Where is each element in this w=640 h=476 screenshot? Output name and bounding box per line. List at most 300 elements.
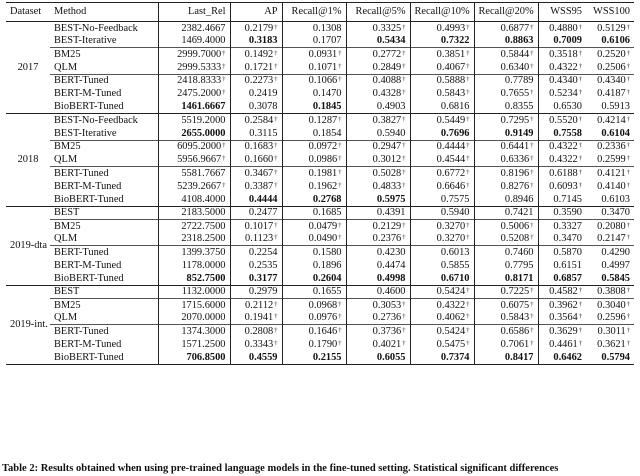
metric-cell: [158, 87, 230, 100]
method-name: BERT-M-Tuned: [54, 180, 122, 192]
significance-mark: †: [402, 76, 406, 84]
metric-value: 0.6013: [440, 246, 470, 258]
metric-value: 0.4322: [436, 299, 466, 311]
metric-cell: [474, 246, 538, 259]
metric-value: 0.4903: [376, 101, 406, 113]
significance-mark: †: [530, 50, 534, 58]
metric-cell: [410, 246, 474, 259]
metric-cell: [282, 140, 346, 153]
significance-mark: †: [530, 89, 534, 97]
metric-value: 0.6104: [601, 127, 630, 139]
method-name: BM25: [50, 298, 158, 311]
method-name: BM25: [50, 219, 158, 232]
significance-mark: †: [466, 50, 470, 58]
metric-cell: [410, 272, 474, 285]
metric-cell: [230, 22, 282, 35]
metric-value: 0.0479: [308, 220, 338, 232]
metric-cell: [230, 127, 282, 140]
metric-cell: [474, 285, 538, 298]
metric-cell: [282, 153, 346, 166]
metric-cell: [474, 101, 538, 114]
metric-value: 0.3078: [248, 101, 278, 113]
metric-cell: [538, 48, 586, 61]
metric-value: 0.6093: [549, 180, 578, 192]
metric-cell: [230, 101, 282, 114]
metric-value: 0.3325: [372, 22, 402, 34]
metric-cell: [410, 140, 474, 153]
metric-cell: [474, 127, 538, 140]
metric-value: 0.3270: [436, 233, 466, 245]
metric-cell: [538, 74, 586, 87]
metric-value: 0.6441: [500, 141, 530, 153]
significance-mark: †: [530, 181, 534, 189]
metric-value: 0.6103: [601, 193, 630, 205]
metric-cell: [586, 87, 634, 100]
metric-value: 0.2535: [248, 259, 278, 271]
metric-value: 0.5844: [500, 49, 530, 61]
metric-value: 0.2604: [312, 272, 342, 284]
metric-value: 0.1646: [308, 326, 338, 338]
metric-value: 1715.6000: [181, 299, 226, 311]
header-wss100: WSS100: [586, 3, 634, 22]
metric-cell: [538, 101, 586, 114]
method-name: QLM: [54, 233, 78, 245]
metric-value: 0.1962: [308, 180, 338, 192]
metric-value: 0.6336: [500, 154, 530, 166]
metric-cell: [158, 180, 230, 193]
significance-mark: †: [626, 155, 630, 163]
metric-value: 0.2147: [597, 233, 626, 245]
significance-mark: †: [530, 116, 534, 124]
metric-value: 0.2736: [372, 312, 402, 324]
significance-mark: †: [274, 327, 278, 335]
metric-value: 0.7789: [504, 75, 534, 87]
significance-mark: †: [338, 50, 342, 58]
metric-cell: [410, 312, 474, 325]
metric-value: 0.2849: [372, 61, 402, 73]
significance-mark: †: [338, 339, 342, 347]
metric-cell: [410, 219, 474, 232]
metric-cell: [230, 140, 282, 153]
metric-value: 0.4021: [372, 338, 402, 350]
metric-cell: [282, 22, 346, 35]
metric-cell: [538, 193, 586, 206]
metric-value: 0.8171: [504, 272, 534, 284]
metric-cell: [538, 180, 586, 193]
metric-value: 2070.0000: [181, 312, 226, 324]
significance-mark: †: [466, 155, 470, 163]
metric-value: 0.5424: [436, 326, 466, 338]
metric-cell: [282, 48, 346, 61]
metric-cell: [474, 74, 538, 87]
metric-cell: [538, 298, 586, 311]
metric-cell: [230, 193, 282, 206]
metric-value: 0.7225: [500, 286, 530, 298]
metric-cell: [538, 325, 586, 338]
metric-cell: [158, 167, 230, 180]
metric-cell: [410, 35, 474, 48]
metric-value: 0.3564: [549, 312, 578, 324]
metric-cell: [474, 153, 538, 166]
metric-value: 0.5234: [549, 88, 578, 100]
metric-cell: [410, 22, 474, 35]
metric-value: 0.4833: [372, 180, 402, 192]
metric-cell: [158, 272, 230, 285]
metric-cell: [474, 193, 538, 206]
significance-mark: †: [466, 142, 470, 150]
method-name: BERT-Tuned: [50, 325, 158, 338]
metric-value: 5956.9667: [177, 154, 222, 166]
metric-value: 0.5870: [553, 246, 582, 258]
metric-value: 0.3011: [597, 326, 626, 338]
metric-cell: [586, 180, 634, 193]
metric-value: 0.1721: [244, 61, 274, 73]
metric-value: 0.6106: [601, 35, 630, 47]
metric-cell: [346, 351, 410, 364]
metric-value: 0.4067: [436, 61, 466, 73]
metric-value: 0.5208: [500, 233, 530, 245]
metric-value: 0.4322: [549, 141, 578, 153]
metric-cell: [586, 101, 634, 114]
metric-cell: [158, 259, 230, 272]
metric-cell: [282, 127, 346, 140]
metric-value: 0.0986: [308, 154, 338, 166]
metric-value: 852.7500: [186, 272, 226, 284]
metric-cell: [586, 351, 634, 364]
metric-cell: [410, 87, 474, 100]
metric-cell: [538, 312, 586, 325]
metric-value: 0.3962: [549, 299, 578, 311]
significance-mark: †: [530, 168, 534, 176]
metric-cell: [230, 298, 282, 311]
significance-mark: †: [338, 221, 342, 229]
metric-cell: [586, 338, 634, 351]
header-dataset: Dataset: [6, 3, 50, 22]
significance-mark: †: [578, 327, 582, 335]
dataset-label: 2018: [6, 114, 50, 206]
metric-cell: [538, 114, 586, 127]
metric-value: 0.4444: [436, 141, 466, 153]
method-name: BEST-Iterative: [54, 35, 117, 47]
metric-value: 0.0972: [308, 141, 338, 153]
significance-mark: †: [530, 300, 534, 308]
metric-value: 0.8417: [504, 351, 534, 363]
metric-cell: [586, 153, 634, 166]
significance-mark: †: [338, 168, 342, 176]
metric-cell: [474, 35, 538, 48]
metric-value: 0.6530: [553, 101, 582, 113]
metric-cell: [346, 233, 410, 246]
significance-mark: †: [626, 23, 630, 31]
metric-value: 0.4444: [248, 193, 278, 205]
metric-value: 0.4322: [549, 61, 578, 73]
metric-value: 2999.7000: [177, 49, 222, 61]
metric-cell: [346, 272, 410, 285]
significance-mark: †: [274, 221, 278, 229]
metric-value: 0.1287: [308, 115, 338, 127]
metric-cell: [158, 206, 230, 219]
method-name: BM25: [50, 48, 158, 61]
metric-cell: [586, 193, 634, 206]
metric-value: 0.7795: [504, 259, 534, 271]
metric-value: 0.5424: [436, 286, 466, 298]
metric-cell: [158, 74, 230, 87]
significance-mark: †: [402, 50, 406, 58]
metric-cell: [474, 259, 538, 272]
metric-cell: [158, 233, 230, 246]
table-row: [6, 153, 634, 166]
metric-cell: [586, 285, 634, 298]
metric-value: 0.8946: [504, 193, 534, 205]
metric-value: 0.1941: [244, 312, 274, 324]
table-row: [6, 193, 634, 206]
table-row: [6, 74, 634, 87]
metric-value: 0.6877: [500, 22, 530, 34]
significance-mark: †: [578, 89, 582, 97]
metric-value: 0.6772: [436, 167, 466, 179]
table-row: [6, 233, 634, 246]
significance-mark: †: [578, 50, 582, 58]
significance-mark: †: [626, 313, 630, 321]
method-name: BEST-No-Feedback: [50, 114, 158, 127]
significance-mark: †: [402, 116, 406, 124]
metric-cell: [230, 325, 282, 338]
metric-cell: [410, 61, 474, 74]
metric-value: 0.8355: [504, 101, 534, 113]
metric-cell: [586, 74, 634, 87]
metric-cell: [282, 206, 346, 219]
metric-value: 0.3621: [597, 338, 626, 350]
metric-value: 0.4140: [597, 180, 626, 192]
metric-cell: [346, 87, 410, 100]
metric-cell: [410, 351, 474, 364]
metric-cell: [346, 153, 410, 166]
metric-cell: [282, 233, 346, 246]
significance-mark: †: [530, 234, 534, 242]
metric-cell: [346, 74, 410, 87]
metric-cell: [282, 285, 346, 298]
significance-mark: †: [338, 327, 342, 335]
significance-mark: †: [274, 62, 278, 70]
significance-mark: †: [466, 234, 470, 242]
metric-cell: [230, 219, 282, 232]
metric-value: 0.3851: [436, 49, 466, 61]
method-name: BioBERT-Tuned: [54, 272, 124, 284]
significance-mark: †: [402, 142, 406, 150]
metric-value: 0.4880: [549, 22, 578, 34]
metric-value: 0.2179: [244, 22, 274, 34]
metric-value: 0.5520: [549, 115, 578, 127]
metric-cell: [410, 180, 474, 193]
metric-cell: [586, 233, 634, 246]
significance-mark: †: [402, 327, 406, 335]
significance-mark: †: [530, 339, 534, 347]
significance-mark: †: [402, 168, 406, 176]
metric-cell: [282, 338, 346, 351]
significance-mark: †: [274, 155, 278, 163]
metric-value: 0.5129: [597, 22, 626, 34]
metric-cell: [230, 35, 282, 48]
metric-cell: [282, 272, 346, 285]
table-row: [6, 87, 634, 100]
metric-value: 0.5940: [440, 207, 470, 219]
metric-cell: [586, 114, 634, 127]
metric-value: 0.8196: [500, 167, 530, 179]
metric-cell: [538, 153, 586, 166]
metric-value: 0.9149: [504, 127, 534, 139]
metric-value: 0.2584: [244, 115, 274, 127]
header-recall-1: Recall@1%: [282, 3, 346, 22]
method-name: BM25: [50, 140, 158, 153]
metric-cell: [346, 312, 410, 325]
table-row: [6, 285, 634, 298]
significance-mark: †: [402, 300, 406, 308]
significance-mark: †: [222, 142, 226, 150]
metric-cell: [538, 219, 586, 232]
metric-value: 0.2506: [597, 61, 626, 73]
metric-value: 0.1845: [312, 101, 342, 113]
metric-value: 0.3040: [597, 299, 626, 311]
results-table: [6, 2, 634, 365]
metric-cell: [282, 167, 346, 180]
metric-cell: [158, 140, 230, 153]
metric-value: 0.7295: [500, 115, 530, 127]
metric-value: 0.5006: [500, 220, 530, 232]
metric-cell: [346, 338, 410, 351]
metric-value: 2418.8333: [177, 75, 222, 87]
table-row: [6, 298, 634, 311]
metric-cell: [410, 167, 474, 180]
metric-value: 0.0976: [308, 312, 338, 324]
metric-cell: [586, 35, 634, 48]
metric-cell: [474, 61, 538, 74]
metric-value: 0.3012: [372, 154, 402, 166]
table-row: [6, 22, 634, 35]
metric-value: 0.2477: [248, 207, 278, 219]
table-row: [6, 272, 634, 285]
metric-value: 0.3590: [553, 207, 582, 219]
significance-mark: †: [338, 300, 342, 308]
metric-value: 5239.2667: [177, 180, 222, 192]
metric-cell: [230, 74, 282, 87]
metric-value: 0.2947: [372, 141, 402, 153]
metric-value: 2382.4667: [181, 22, 226, 34]
metric-cell: [538, 35, 586, 48]
metric-value: 0.8863: [504, 35, 534, 47]
metric-cell: [474, 298, 538, 311]
metric-cell: [158, 48, 230, 61]
metric-value: 0.5794: [601, 351, 630, 363]
metric-cell: [410, 127, 474, 140]
significance-mark: †: [402, 221, 406, 229]
metric-cell: [410, 101, 474, 114]
metric-value: 0.1683: [244, 141, 274, 153]
metric-cell: [346, 127, 410, 140]
metric-value: 0.7575: [440, 193, 470, 205]
significance-mark: †: [466, 62, 470, 70]
metric-value: 0.1066: [308, 75, 338, 87]
significance-mark: †: [274, 313, 278, 321]
metric-cell: [346, 193, 410, 206]
significance-mark: †: [222, 155, 226, 163]
metric-cell: [474, 114, 538, 127]
metric-cell: [474, 233, 538, 246]
metric-value: 0.4088: [372, 75, 402, 87]
metric-value: 0.7009: [553, 35, 582, 47]
significance-mark: †: [466, 168, 470, 176]
metric-value: 2318.2500: [181, 233, 226, 245]
metric-value: 0.5843: [436, 88, 466, 100]
metric-value: 0.5475: [436, 338, 466, 350]
metric-value: 0.4474: [376, 259, 406, 271]
metric-value: 1571.2500: [181, 338, 226, 350]
metric-cell: [586, 22, 634, 35]
metric-cell: [586, 206, 634, 219]
metric-value: 0.6151: [553, 259, 582, 271]
header-recall-5: Recall@5%: [346, 3, 410, 22]
metric-cell: [230, 351, 282, 364]
metric-cell: [586, 219, 634, 232]
metric-value: 0.1308: [312, 22, 342, 34]
metric-value: 0.7421: [504, 207, 534, 219]
metric-value: 0.6586: [500, 326, 530, 338]
significance-mark: †: [402, 313, 406, 321]
table-row: [6, 312, 634, 325]
metric-value: 0.3470: [601, 207, 630, 219]
significance-mark: †: [274, 116, 278, 124]
header-recall-10: Recall@10%: [410, 3, 474, 22]
metric-cell: [230, 61, 282, 74]
metric-value: 5581.7667: [181, 167, 226, 179]
metric-cell: [410, 114, 474, 127]
metric-cell: [586, 246, 634, 259]
metric-cell: [346, 259, 410, 272]
header-method: Method: [50, 3, 158, 22]
metric-value: 0.4214: [597, 115, 626, 127]
method-name: BERT-Tuned: [50, 167, 158, 180]
metric-cell: [282, 312, 346, 325]
metric-value: 0.4391: [376, 207, 406, 219]
method-name: QLM: [54, 154, 78, 166]
metric-cell: [158, 114, 230, 127]
table-row: [6, 219, 634, 232]
metric-cell: [230, 259, 282, 272]
metric-value: 1132.0000: [181, 286, 226, 298]
significance-mark: †: [466, 23, 470, 31]
method-name: BioBERT-Tuned: [54, 193, 124, 205]
significance-mark: †: [530, 313, 534, 321]
metric-value: 0.1470: [312, 88, 342, 100]
metric-value: 0.5913: [601, 101, 630, 113]
significance-mark: †: [578, 181, 582, 189]
metric-cell: [230, 87, 282, 100]
metric-value: 0.4230: [376, 246, 406, 258]
dataset-label: 2019-dta: [6, 206, 50, 285]
significance-mark: †: [530, 287, 534, 295]
metric-cell: [158, 35, 230, 48]
metric-cell: [410, 233, 474, 246]
metric-cell: [346, 35, 410, 48]
table-row: [6, 246, 634, 259]
significance-mark: †: [466, 76, 470, 84]
metric-value: 0.4997: [601, 259, 630, 271]
metric-value: 0.4544: [436, 154, 466, 166]
metric-value: 0.6055: [376, 351, 406, 363]
metric-cell: [230, 180, 282, 193]
metric-cell: [410, 285, 474, 298]
metric-cell: [538, 61, 586, 74]
metric-cell: [586, 272, 634, 285]
